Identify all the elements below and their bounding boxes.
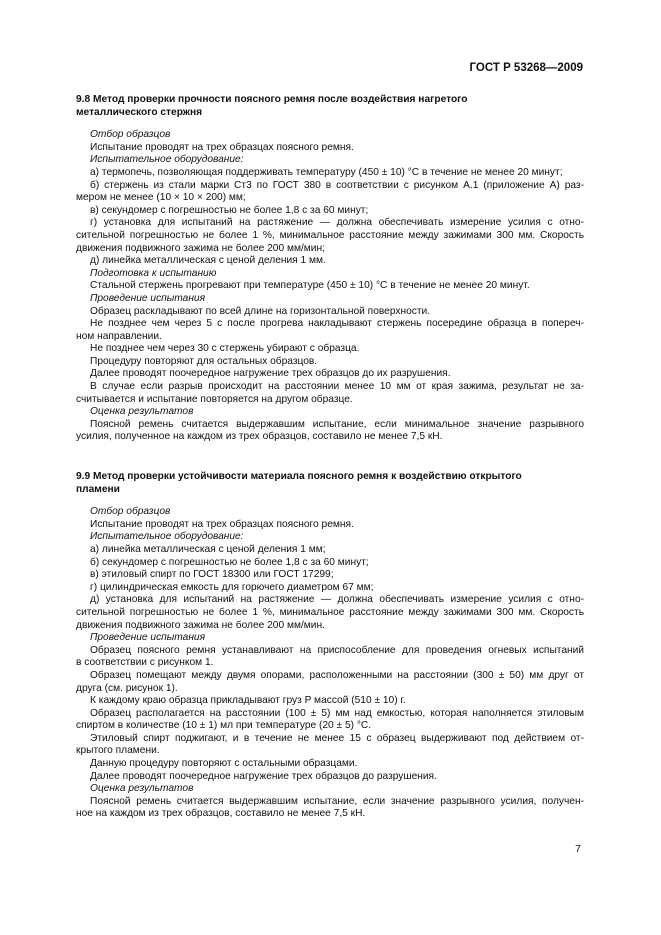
subheading: Проведение испытания (90, 292, 206, 304)
text-line: К каждому краю образца прикладывают груз P массой (510 ± 10) г. (90, 695, 406, 707)
subheading: Испытательное оборудование: (90, 154, 244, 166)
text-line: Поясной ремень считается выдержавшим испытание, если минимальное значение разрывного (90, 418, 584, 430)
section-title (76, 471, 584, 496)
section-9-9 (76, 471, 584, 821)
text-line: Далее проводят поочередное нагружение трех образцов до разрушения. (90, 770, 437, 782)
document-id: ГОСТ Р 53268—2009 (469, 62, 583, 74)
text-line: Данную процедуру повторяют с остальными образцами. (90, 758, 358, 770)
page-number: 7 (575, 843, 581, 855)
text-line: б) стержень из стали марки Ст3 по ГОСТ 380 в соответствии с рисунком А.1 (приложение А) раз- (90, 179, 584, 191)
subheading: Проведение испытания (90, 632, 206, 644)
text-line: Образец располагается на расстоянии (100 ± 5) мм над емкостью, которая наполняется этиловым (90, 707, 584, 719)
subheading: Оценка результатов (90, 406, 194, 418)
section-body (76, 506, 584, 821)
text-line: ное на каждом из трех образцов, составило не менее 7,5 кН. (76, 808, 366, 820)
text-line: крытого пламени. (76, 745, 160, 757)
text-line: движения подвижного зажима не более 200 мм/мин. (76, 619, 325, 631)
text-line: д) установка для испытаний на растяжение — должна обеспечивать измерение усилия с отно- (90, 594, 584, 606)
text-line: Поясной ремень считается выдержавшим испытание, если значение разрывного усилия, получен- (90, 795, 584, 807)
text-line: Испытание проводят на трех образцах поясного ремня. (90, 141, 354, 153)
text-line: Образец помещают между двумя опорами, расположенными на расстоянии (300 ± 50) мм друг от (90, 669, 584, 681)
text-line: Не позднее чем через 5 с после прогрева накладывают стержень посередине образца в попереч- (90, 318, 584, 330)
text-line: а) термопечь, позволяющая поддерживать температуру (450 ± 10) °С в течение не менее 20 минут; (90, 166, 563, 178)
text-line: усилия, полученное на каждом из трех образцов, составило не менее 7,5 кН. (76, 431, 443, 443)
subheading: Оценка результатов (90, 783, 194, 795)
text-line: Не позднее чем через 30 с стержень убирают с образца. (90, 343, 360, 355)
text-line: ном направлении. (76, 330, 162, 342)
text-line: г) цилиндрическая емкость для горючего диаметром 67 мм; (90, 581, 374, 593)
text-line: В случае если разрыв происходит на расстоянии менее 10 мм от края зажима, результат не за- (90, 381, 584, 393)
text-line: в соответствии с рисунком 1. (76, 657, 214, 669)
text-line: спиртом в количестве (10 ± 1) мл при температуре (20 ± 5) °С. (76, 720, 372, 732)
subheading: Отбор образцов (90, 506, 171, 518)
section-title-line: 9.8 Метод проверки прочности поясного ремня после воздействия нагретого (76, 94, 468, 105)
text-line: Стальной стержень прогревают при температуре (450 ± 10) °С в течение не менее 20 минут. (90, 280, 530, 292)
text-line: сительной погрешностью не более 1 %, минимальное расстояние между зажимами 300 мм. Скорость (76, 229, 584, 241)
text-line: б) секундомер с погрешностью не более 1,8 с за 60 минут; (90, 556, 369, 568)
text-line: мером не менее (10 × 10 × 200) мм; (76, 192, 246, 204)
text-line: Процедуру повторяют для остальных образцов. (90, 355, 318, 367)
text-line: Образец поясного ремня устанавливают на приспособление для проведения огневых испытаний (90, 644, 584, 656)
text-line: Далее проводят поочередное нагружение трех образцов до их разрушения. (90, 368, 451, 380)
subheading: Подготовка к испытанию (90, 267, 217, 279)
section-title (76, 94, 584, 119)
text-line: в) секундомер с погрешностью не более 1,8 с за 60 минут; (90, 204, 369, 216)
text-line: г) установка для испытаний на растяжение — должна обеспечивать измерение усилия с отно- (90, 217, 584, 229)
text-line: в) этиловый спирт по ГОСТ 18300 или ГОСТ 17299; (90, 569, 334, 581)
section-9-8 (76, 94, 584, 444)
subheading: Отбор образцов (90, 129, 171, 141)
text-line: движения подвижного зажима не более 200 мм/мин; (76, 242, 325, 254)
section-title-line: металлического стержня (76, 106, 203, 118)
subheading: Испытательное оборудование: (90, 531, 244, 543)
text-line: а) линейка металлическая с ценой деления 1 мм; (90, 543, 326, 555)
text-line: Образец раскладывают по всей длине на горизонтальной поверхности. (90, 305, 431, 317)
text-line: Испытание проводят на трех образцах поясного ремня. (90, 518, 354, 530)
text-line: сительной погрешностью не более 1 %, минимальное расстояние между зажимами 300 мм. Скорость (76, 606, 584, 618)
text-line: д) линейка металлическая с ценой деления 1 мм. (90, 255, 326, 267)
section-title-line: 9.9 Метод проверки устойчивости материала поясного ремня к воздействию открытого (76, 471, 522, 482)
text-line: друга (см. рисунок 1). (76, 682, 178, 694)
section-body (76, 129, 584, 444)
section-title-line: пламени (76, 483, 120, 495)
text-line: Этиловый спирт поджигают, и в течение не менее 15 с образец выдерживают под действием от- (90, 732, 584, 744)
text-line: считывается и испытание повторяется на другом образце. (76, 393, 353, 405)
